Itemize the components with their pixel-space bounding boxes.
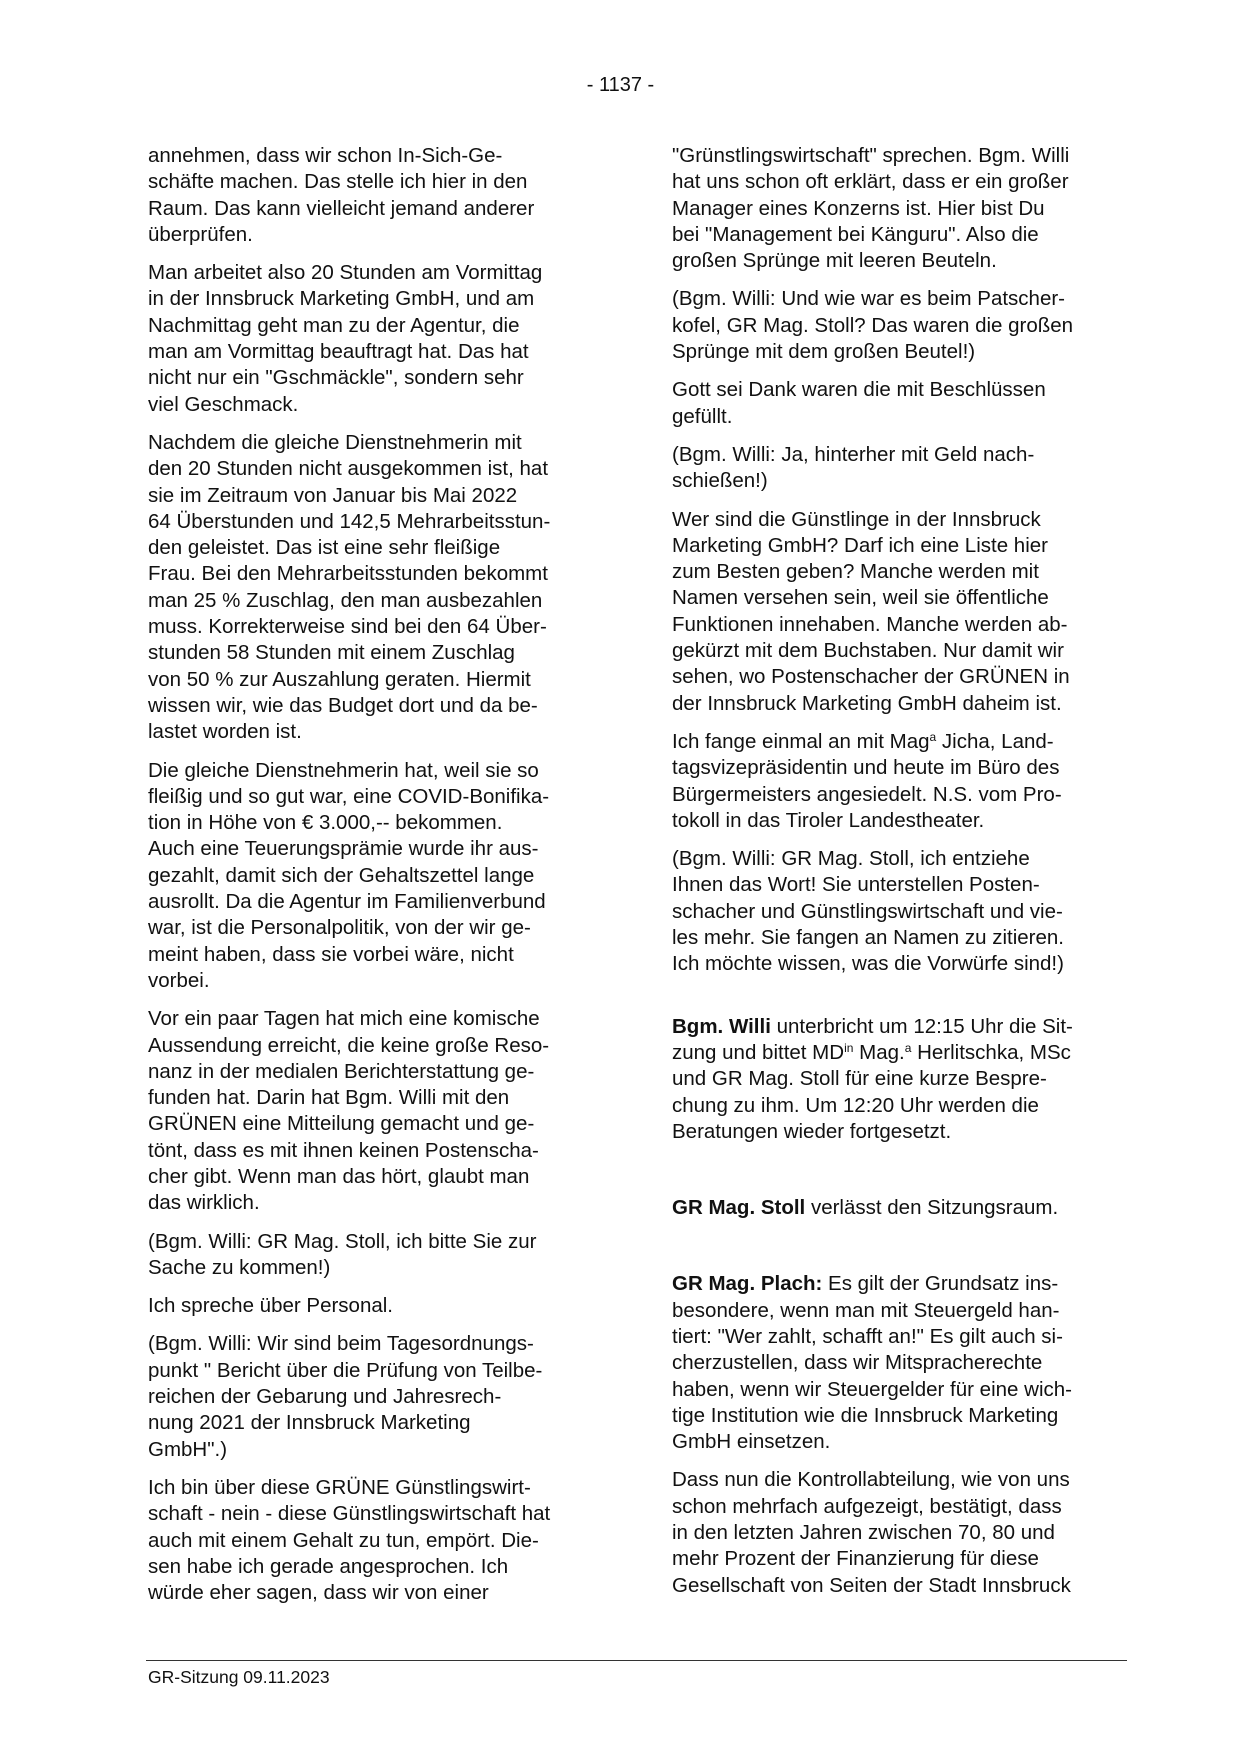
footer-divider [146, 1660, 1127, 1661]
footer-session-date: GR-Sitzung 09.11.2023 [148, 1667, 330, 1687]
interjection: (Bgm. Willi: Und wie war es beim Patscher- kofel, GR Mag. Stoll? Das waren die großen Sprünge mit dem großen Beutel!) [672, 287, 1074, 364]
speaker-name: Bgm. Willi [672, 1014, 771, 1038]
paragraph: annehmen, dass wir schon In-Sich-Ge- schäfte machen. Das stelle ich hier in den Raum. Das kann vielleicht jemand anderer überprüfen. [148, 144, 535, 246]
speaker-name: GR Mag. Stoll [672, 1196, 806, 1220]
speaker-name: GR Mag. Plach: [672, 1272, 823, 1296]
paragraph-jicha [672, 729, 1127, 834]
text: Herlitschka, MSc und GR Mag. Stoll für eine kurze Bespre- chung zu ihm. Um 12:20 Uhr werden die Beratungen wieder fortgesetzt. [672, 1040, 1071, 1143]
paragraph: Man arbeitet also 20 Stunden am Vormittag in der Innsbruck Marketing GmbH, und am Nachmittag geht man zu der Agentur, die man am Vormittag beauftragt hat. Das hat nicht nur ein "Gschmäckle", sondern sehr viel Geschmack. [148, 261, 543, 416]
page-number: - 1137 - [586, 74, 655, 96]
text: Es gilt der Grundsatz ins- besondere, wenn man mit Steuergeld han- tiert: "Wer zahlt, schafft an!" Es gilt auch si- cherzustellen, dass wir Mitspracherechte haben, wenn wir Steuergelder für eine wich- tige Institution wie die Innsbruck Marketing GmbH einsetzen. [672, 1272, 1072, 1454]
text: unterbricht um 12:15 Uhr die Sit- zung und bittet MD [672, 1014, 1073, 1064]
text: Jicha, Land- tagsvizepräsidentin und heute im Büro des Bürgermeisters angesiedelt. N.S. vom Pro- tokoll in das Tiroler Landestheater. [672, 729, 1062, 832]
right-column [672, 143, 1127, 1611]
paragraph: Dass nun die Kontrollabteilung, wie von uns schon mehrfach aufgezeigt, bestätigt, dass in den letzten Jahren zwischen 70, 80 und mehr Prozent der Finanzierung für diese Gesellschaft von Seiten der Stadt Innsbruck [672, 1468, 1071, 1597]
interjection: (Bgm. Willi: GR Mag. Stoll, ich entziehe Ihnen das Wort! Sie unterstellen Posten- schacher und Günstlingswirtschaft und vie- les mehr. Sie fangen an Namen zu zitieren. Ich möchte wissen, was die Vorwürfe sind!) [672, 847, 1064, 976]
procedural-note-interruption [672, 1014, 1127, 1145]
speech-plach [672, 1271, 1127, 1455]
text: Ich fange einmal an mit Mag [672, 729, 930, 753]
paragraph: Ich spreche über Personal. [148, 1294, 393, 1318]
paragraph: Nachdem die gleiche Dienstnehmerin mit den 20 Stunden nicht ausgekommen ist, hat sie im Zeitraum von Januar bis Mai 2022 64 Überstunden und 142,5 Mehrarbeitsstun- den geleistet. Das ist eine sehr fleißige Frau. Bei den Mehrarbeitsstunden bekommt man 25 % Zuschlag, den man ausbezahlen muss. Korrekterweise sind bei den 64 Über- stunden 58 Stunden mit einem Zuschlag von 50 % zur Auszahlung geraten. Hiermit wissen wir, wie das Budget dort und da be- lastet worden ist. [148, 430, 551, 744]
superscript: a [904, 1040, 912, 1055]
interjection: (Bgm. Willi: GR Mag. Stoll, ich bitte Sie zur Sache zu kommen!) [148, 1229, 537, 1279]
text: Mag. [853, 1040, 905, 1064]
paragraph: Die gleiche Dienstnehmerin hat, weil sie so fleißig und so gut war, eine COVID-Bonifika- tion in Höhe von € 3.000,-- bekommen. Auch eine Teuerungsprämie wurde ihr aus- gezahlt, damit sich der Gehaltszettel lange ausrollt. Da die Agentur im Familienverbund war, ist die Personalpolitik, von der wir ge- meint haben, dass sie vorbei wäre, nicht vorbei. [148, 758, 550, 992]
superscript: a [929, 729, 937, 744]
left-column [148, 143, 598, 1618]
paragraph: Wer sind die Günstlinge in der Innsbruck Marketing GmbH? Darf ich eine Liste hier zum Besten geben? Manche werden mit Namen versehen sein, weil sie öffentliche Funktionen innehaben. Manche werden ab- gekürzt mit dem Buchstaben. Nur damit wir sehen, wo Postenschacher der GRÜNEN in der Innsbruck Marketing GmbH daheim ist. [672, 507, 1070, 715]
superscript: in [844, 1040, 854, 1055]
procedural-note-leaves [672, 1195, 1127, 1221]
text: verlässt den Sitzungsraum. [805, 1196, 1059, 1220]
paragraph: "Grünstlingswirtschaft" sprechen. Bgm. Willi hat uns schon oft erklärt, dass er ein großer Manager eines Konzerns ist. Hier bist Du bei "Management bei Känguru". Also die großen Sprünge mit leeren Beuteln. [672, 144, 1070, 273]
paragraph: Vor ein paar Tagen hat mich eine komische Aussendung erreicht, die keine große Reso- nanz in der medialen Berichterstattung ge- funden hat. Darin hat Bgm. Willi mit den GRÜNEN eine Mitteilung gemacht und ge- tönt, dass es mit ihnen keinen Postenscha- cher gibt. Wenn man das hört, glaubt man das wirklich. [148, 1007, 550, 1215]
interjection: (Bgm. Willi: Wir sind beim Tagesordnungs- punkt " Bericht über die Prüfung von Teilbe- reichen der Gebarung und Jahresrech- nung 2021 der Innsbruck Marketing GmbH".) [148, 1332, 543, 1461]
paragraph: Gott sei Dank waren die mit Beschlüssen gefüllt. [672, 378, 1046, 428]
interjection: (Bgm. Willi: Ja, hinterher mit Geld nach- schießen!) [672, 442, 1035, 493]
paragraph: Ich bin über diese GRÜNE Günstlingswirt- schaft - nein - diese Günstlingswirtschaft hat auch mit einem Gehalt zu tun, empört. Die- sen habe ich gerade angesprochen. Ich würde eher sagen, dass wir von einer [148, 1475, 551, 1605]
